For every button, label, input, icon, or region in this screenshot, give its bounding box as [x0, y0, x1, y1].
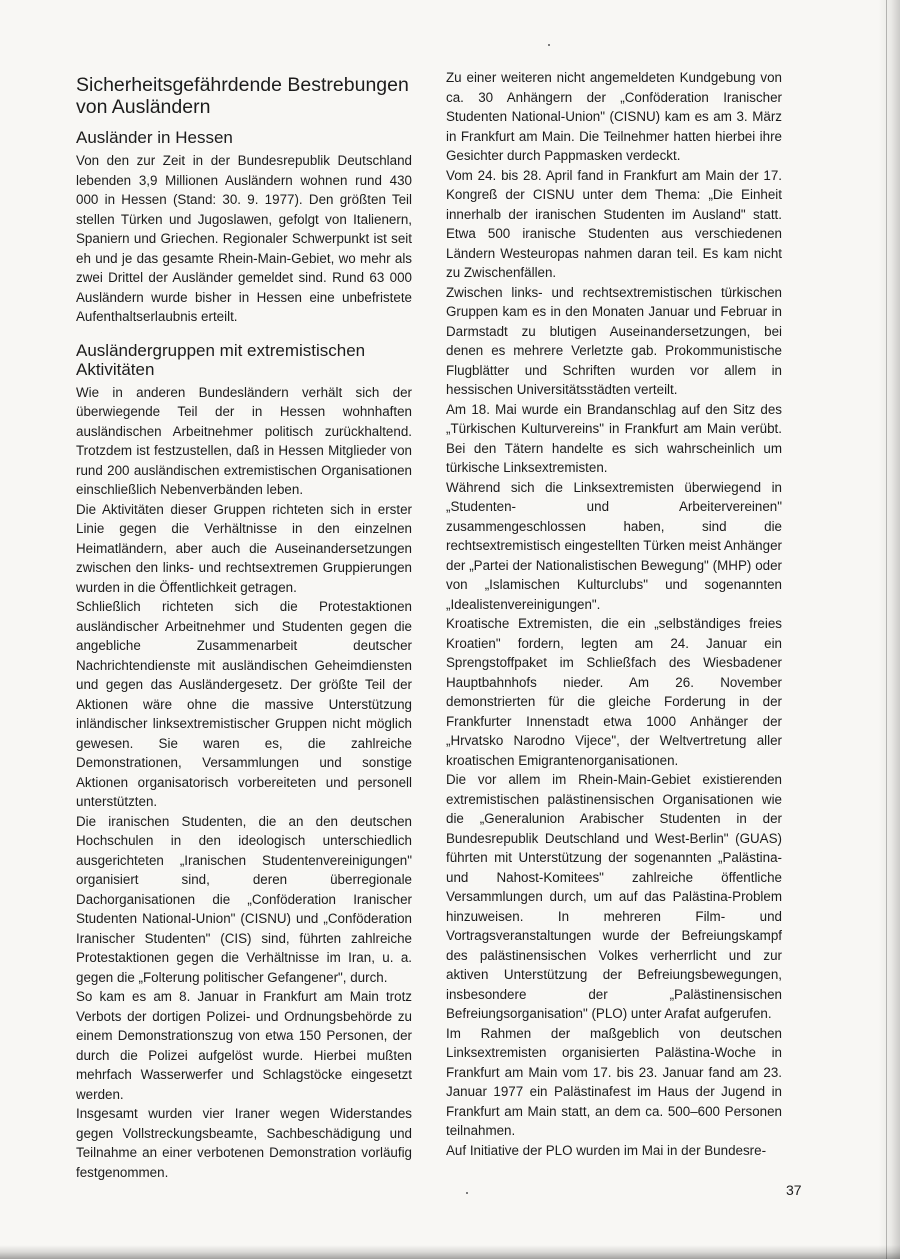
paragraph: Vom 24. bis 28. April fand in Frankfurt am Main der 17. Kongreß der CISNU unter dem Thema: „Die Einheit innerhalb der iranischen Studenten im Ausland" statt. Etwa 500 iranische Studenten aus verschiedenen Ländern Westeuropas nahmen daran teil. Es kam nicht zu Zwischenfällen. — [446, 167, 782, 280]
scan-speck — [466, 1192, 468, 1194]
page-title: Sicherheitsgefährdende Bestrebungen von Ausländern — [76, 74, 409, 118]
scan-edge-right — [878, 0, 900, 1259]
section2-body — [76, 383, 412, 1183]
scan-edge-line — [886, 0, 887, 1259]
scan-edge-bottom — [0, 1245, 900, 1259]
paragraph: Die vor allem im Rhein-Main-Gebiet existierenden extremistischen palästinensischen Organisationen wie die „Generalunion Arabischer Studenten in der Bundesrepublik Deutschland und West-Berlin" (GUAS) führten mit Unterstützung der sogenannten „Palästina- und Nahost-Komitees" zahlreiche öffentliche Versammlungen durch, um auf das Palästina-Problem hinzuweisen. In mehreren Film- und Vortragsveranstaltungen wurde der Befreiungskampf des palästinensischen Volkes verherrlicht und zur aktiven Unterstützung der Befreiungsbewegungen, insbesondere der „Palästinensischen Befreiungsorganisation" (PLO) unter Arafat aufgerufen. — [446, 772, 782, 1021]
paragraph: Von den zur Zeit in der Bundesrepublik Deutschland lebenden 3,9 Millionen Ausländern wohnen rund 430 000 in Hessen (Stand: 30. 9. 1977). Den größten Teil stellen Türken und Jugoslawen, gefolgt von Italienern, Spaniern und Griechen. Regionaler Schwerpunkt ist seit eh und je das gesamte Rhein-Main-Gebiet, wo mehr als zwei Drittel der Ausländer gemeldet sind. Rund 63 000 Ausländern wurde bisher in Hessen eine unbefristete Aufenthaltserlaubnis erteilt. — [76, 153, 412, 324]
paragraph: Insgesamt wurden vier Iraner wegen Widerstandes gegen Vollstreckungsbeamte, Sachbeschädigung und Teilnahme an einer verbotenen Demonstration vorläufig festgenommen. — [76, 1106, 412, 1180]
paragraph: Zwischen links- und rechtsextremistischen türkischen Gruppen kam es in den Monaten Januar und Februar in Darmstadt zu blutigen Auseinandersetzungen, bei denen es mehrere Verletzte gab. Prokommunistische Flugblätter und Schriften wurden vor allem in hessischen Universitätsstädten verteilt. — [446, 284, 782, 397]
paragraph: So kam es am 8. Januar in Frankfurt am Main trotz Verbots der dortigen Polizei- und Ordnungsbehörde zu einem Demonstrationszug von etwa 150 Personen, der durch die Polizei aufgelöst wurde. Hierbei mußten mehrfach Wasserwerfer und Schlagstöcke eingesetzt werden. — [76, 989, 412, 1102]
paragraph: Wie in anderen Bundesländern verhält sich der überwiegende Teil der in Hessen wohnhaften ausländischen Arbeitnehmer politisch zurückhaltend. Trotzdem ist festzustellen, daß in Hessen Mitglieder von rund 200 ausländischen extremistischen Organisationen einschließlich Nebenverbänden leben. — [76, 384, 412, 497]
paragraph: Auf Initiative der PLO wurden im Mai in der Bundesre- — [446, 1142, 767, 1158]
paragraph: Kroatische Extremisten, die ein „selbständiges freies Kroatien" fordern, legten am 24. Januar ein Sprengstoffpaket im Schließfach des Wiesbadener Hauptbahnhofs nieder. Am 26. November demonstrierten für die gleiche Forderung in der Frankfurter Innenstadt etwa 1000 Anhänger der „Hrvatsko Narodno Vijece", der Weltvertretung aller kroatischen Emigrantenorganisationen. — [446, 616, 782, 768]
section-heading-auslaendergruppen: Ausländergruppen mit extremistischen Aktivitäten — [76, 340, 366, 379]
page-number: 37 — [786, 1182, 802, 1198]
left-column — [76, 74, 412, 1182]
paragraph: Die Aktivitäten dieser Gruppen richteten sich in erster Linie gegen die Verhältnisse in den einzelnen Heimatländern, aber auch die Auseinandersetzungen zwischen den links- und rechtsextremen Gruppierungen wurden in die Öffentlichkeit getragen. — [76, 501, 412, 595]
paragraph: Zu einer weiteren nicht angemeldeten Kundgebung von ca. 30 Anhängern der „Conföderation Iranischer Studenten National-Union" (CISNU) kam es am 3. März in Frankfurt am Main. Die Teilnehmer hatten hierbei ihre Gesichter durch Pappmasken verdeckt. — [446, 70, 782, 163]
section-heading-auslaender-in-hessen: Ausländer in Hessen — [76, 128, 233, 147]
paragraph: Die iranischen Studenten, die an den deutschen Hochschulen in den ideologisch unterschiedlich ausgerichteten „Iranischen Studentenvereinigungen" organisiert sind, deren überregionale Dachorganisationen die „Conföderation Iranischer Studenten National-Union" (CISNU) und „Conföderation Iranischer Studenten" (CIS) sind, führten zahlreiche Protestaktionen gegen die Verhältnisse im Iran, u. a. gegen die „Folterung politischer Gefangener", durch. — [76, 813, 412, 985]
paragraph: Während sich die Linksextremisten überwiegend in „Studenten- und Arbeitervereinen" zusammengeschlossen haben, sind die rechtsextremistisch eingestellten Türken meist Anhänger der „Partei der Nationalistischen Bewegung" (MHP) oder von „Islamischen Kulturclubs" und sogenannten „Idealistenvereinigungen". — [446, 479, 782, 612]
paragraph: Schließlich richteten sich die Protestaktionen ausländischer Arbeitnehmer und Studenten gegen die angebliche Zusammenarbeit deutscher Nachrichtendienste mit ausländischen Geheimdiensten und gegen das Ausländergesetz. Der größte Teil der Aktionen wäre ohne die massive Unterstützung inländischer linksextremistischer Gruppen nicht möglich gewesen. Sie waren es, die zahlreiche Demonstrationen, Versammlungen und sonstige Aktionen organisatorisch vorbereiteten und personell unterstützten. — [76, 599, 412, 809]
paragraph: Am 18. Mai wurde ein Brandanschlag auf den Sitz des „Türkischen Kulturvereins" in Frankfurt am Main verübt. Bei den Tätern handelte es sich wahrscheinlich um türkische Linksextremisten. — [446, 401, 782, 475]
section1-body — [76, 151, 412, 327]
paragraph: Im Rahmen der maßgeblich von deutschen Linksextremisten organisierten Palästina-Woche in Frankfurt am Main vom 17. bis 23. Januar fand am 23. Januar 1977 ein Palästinafest im Haus der Jugend in Frankfurt am Main statt, an dem ca. 500–600 Personen teilnahmen. — [446, 1025, 782, 1138]
scan-speck — [548, 44, 550, 46]
right-column — [446, 68, 782, 1160]
